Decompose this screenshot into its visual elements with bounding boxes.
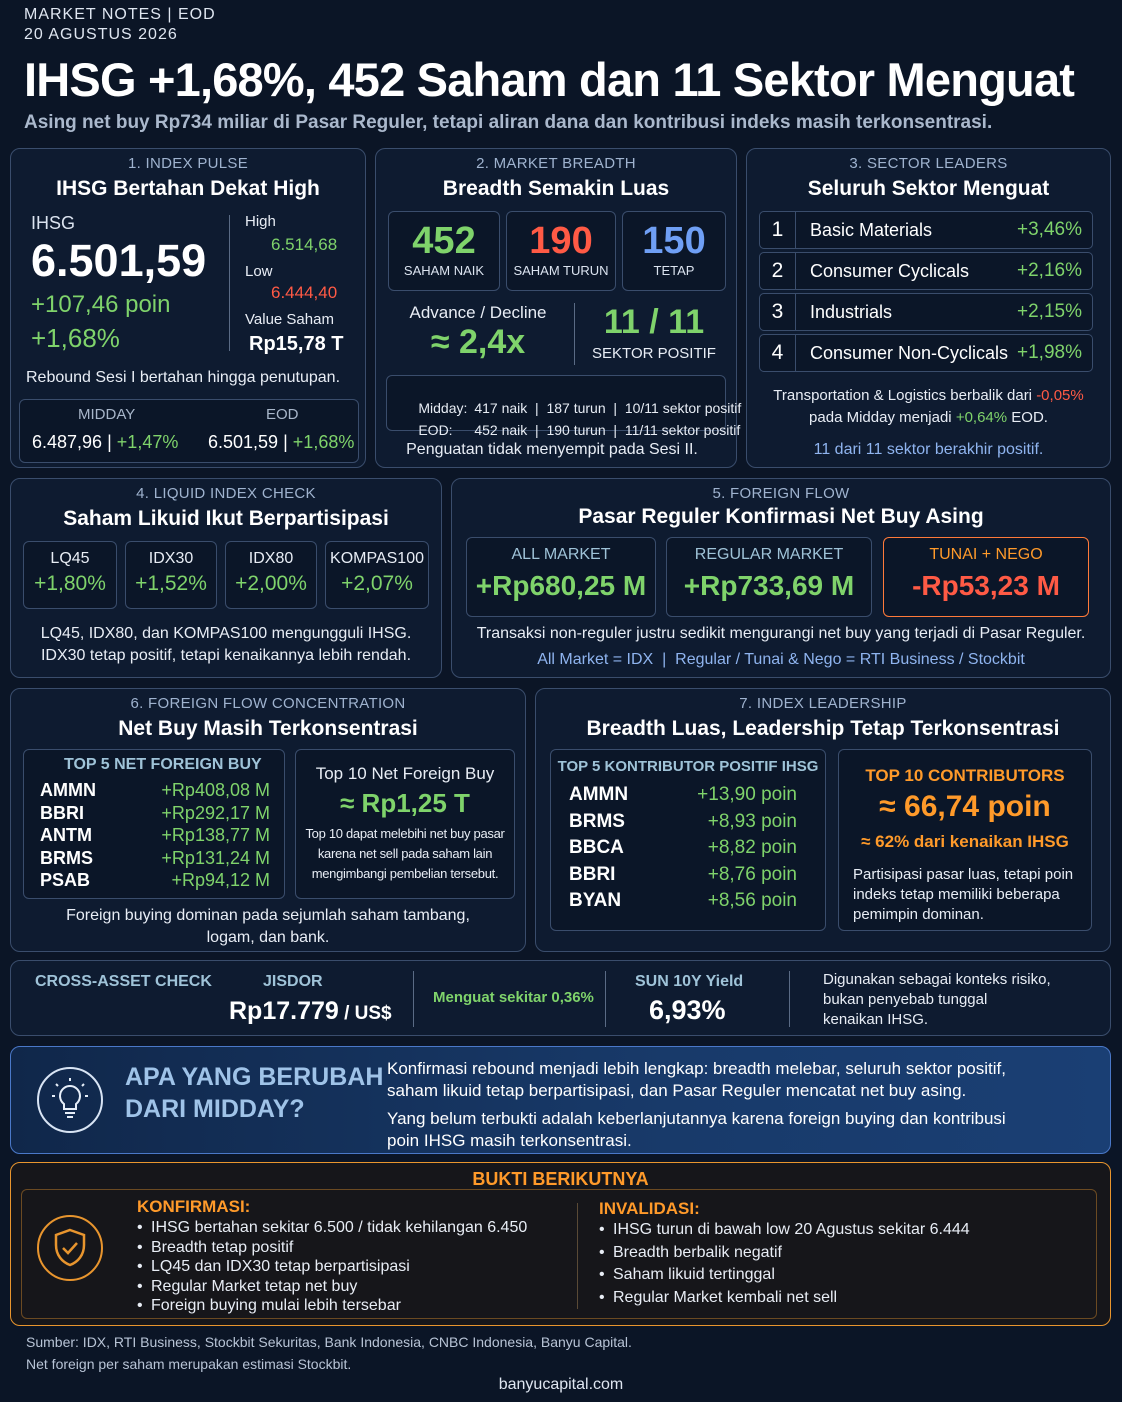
up-count: 452 [412, 220, 476, 262]
separator: | [283, 432, 288, 452]
sector-name: Consumer Cyclicals [810, 261, 970, 281]
what-changed-panel [10, 1046, 1111, 1154]
note-text: pada Midday menjadi [809, 409, 956, 426]
flat-label: TETAP [653, 263, 695, 278]
tunai-nego-box [883, 537, 1089, 617]
flat-box [622, 211, 726, 291]
leadership-note-3: pemimpin dominan. [853, 906, 984, 923]
panel-label: 2. MARKET BREADTH [476, 155, 636, 172]
sector-row [759, 211, 1093, 249]
high-label: High [245, 213, 276, 230]
proof-title: BUKTI BERIKUTNYA [472, 1169, 649, 1189]
liquid-index-name: KOMPAS100 [330, 550, 424, 567]
sector-leaders-panel [746, 148, 1111, 468]
contrib-points: +13,90 poin [697, 784, 797, 805]
divider [229, 215, 230, 351]
panel-title: Seluruh Sektor Menguat [807, 177, 1050, 200]
value-saham-label: Value Saham [245, 311, 334, 328]
sector-change: +2,16% [1017, 260, 1082, 281]
change-title-2: DARI MIDDAY? [125, 1095, 305, 1123]
liquid-index-change: +2,07% [341, 572, 413, 595]
bullet: • [137, 1258, 143, 1275]
confirm-item [137, 1278, 357, 1296]
low-label: Low [245, 263, 273, 280]
index-pulse-panel [10, 148, 366, 468]
confirm-text: Regular Market tetap net buy [151, 1277, 358, 1295]
sector-row [759, 252, 1093, 290]
subheadline: Asing net buy Rp734 miliar di Pasar Reguler, tetapi aliran dana dan kontribusi indeks masih terkonsentrasi. [24, 112, 993, 133]
sector-row [759, 334, 1093, 372]
liquid-index-change: +2,00% [235, 572, 307, 595]
panel-title: Net Buy Masih Terkonsentrasi [118, 717, 418, 740]
confirm-text: Breadth tetap positif [151, 1238, 294, 1256]
up-box [388, 211, 500, 291]
panel-label: 5. FOREIGN FLOW [712, 485, 850, 502]
sector-rank: 4 [760, 335, 796, 371]
contrib-points: +8,76 poin [707, 863, 797, 885]
liquid-index-name: LQ45 [50, 550, 90, 567]
jisdor-unit: / US$ [338, 1003, 392, 1024]
eod-value: 6.501,59 [208, 432, 279, 452]
sector-count: 11 / 11 [603, 303, 705, 341]
change-text-1b: saham likuid tetap berpartisipasi, dan Pasar Reguler mencatat net buy asing. [387, 1081, 967, 1100]
sector-name: Basic Materials [810, 220, 933, 240]
liquid-index-change: +1,80% [34, 572, 106, 595]
liquid-index-panel [10, 478, 442, 678]
sector-rank: 1 [760, 212, 796, 248]
confirm-item [137, 1219, 527, 1237]
change-text-2a: Yang belum terbukti adalah keberlanjutannya karena foreign buying dan kontribusi [387, 1109, 1006, 1128]
foreign-net-buy: +Rp138,77 M [161, 825, 270, 845]
value-saham: Rp15,78 T [249, 333, 344, 355]
down-count: 190 [529, 220, 593, 262]
invalidate-text: Regular Market kembali net sell [613, 1288, 838, 1306]
regular-market-label: REGULAR MARKET [694, 546, 844, 563]
breadth-note: Penguatan tidak menyempit pada Sesi II. [406, 441, 698, 458]
contrib-ticker: BBCA [569, 837, 624, 858]
liquid-index-item [325, 541, 429, 609]
confirm-label: KONFIRMASI: [137, 1197, 251, 1216]
foreign-net-buy: +Rp131,24 M [161, 847, 270, 868]
confirm-text: IHSG bertahan sekitar 6.500 / tidak kehilangan 6.450 [151, 1219, 528, 1236]
midday-label: Midday: [418, 400, 468, 416]
midday-pct: +1,47% [116, 432, 179, 452]
cross-note-3: kenaikan IHSG. [823, 1011, 929, 1028]
midday-value: 6.487,96 [32, 432, 103, 452]
index-leadership-panel [535, 688, 1111, 952]
foreign-ticker: BRMS [40, 847, 93, 868]
invalidate-text: Saham likuid tertinggal [613, 1266, 775, 1283]
sector-label: SEKTOR POSITIF [592, 345, 716, 362]
top5-label: TOP 5 NET FOREIGN BUY [64, 756, 262, 773]
sector-change: +1,98% [1017, 342, 1082, 363]
panel-label: 6. FOREIGN FLOW CONCENTRATION [130, 695, 406, 712]
note-value: -0,05% [1036, 387, 1084, 404]
regular-market-box [666, 537, 872, 617]
footer-note: Net foreign per saham merupakan estimasi Stockbit. [26, 1356, 352, 1372]
invalidate-item [599, 1289, 837, 1307]
index-value: 6.501,59 [31, 235, 207, 286]
foreign-ticker: AMMN [40, 780, 96, 800]
divider [577, 1203, 578, 1309]
contrib-ticker: BRMS [569, 810, 625, 832]
foreign-source: All Market = IDX | Regular / Tunai & Nego = RTI Business / Stockbit [537, 651, 1025, 668]
invalidate-item [599, 1244, 782, 1262]
foreign-note: Transaksi non-reguler justru sedikit mengurangi net buy yang terjadi di Pasar Reguler. [476, 625, 1086, 642]
high-value: 6.514,68 [271, 235, 338, 254]
liquid-index-name: IDX80 [248, 550, 294, 567]
jisdor-note: Menguat sekitar 0,36% [433, 989, 594, 1006]
panel-label: 3. SECTOR LEADERS [849, 155, 1008, 172]
panel-label: 1. INDEX PULSE [127, 155, 249, 172]
top10-note-1: Top 10 dapat melebihi net buy pasar [305, 826, 505, 841]
sector-name: Industrials [810, 302, 893, 322]
top10-contrib-label: TOP 10 CONTRIBUTORS [865, 766, 1065, 785]
midday-text: 417 naik | 187 turun | 10/11 sektor positif [474, 400, 742, 416]
index-pct: +1,68% [31, 323, 120, 353]
sector-row [759, 293, 1093, 331]
sector-note-3: 11 dari 11 sektor berakhir positif. [813, 441, 1044, 458]
up-label: SAHAM NAIK [403, 263, 485, 278]
liquid-index-item [225, 541, 317, 609]
contrib-points: +8,56 poin [707, 890, 797, 911]
contrib-ticker: BYAN [569, 890, 622, 911]
panel-title: Saham Likuid Ikut Berpartisipasi [63, 507, 389, 530]
down-box [506, 211, 616, 291]
all-market-label: ALL MARKET [511, 546, 611, 563]
liquid-index-change: +1,52% [135, 572, 207, 595]
jisdor-value: Rp17.779 [229, 997, 339, 1025]
invalidate-text: Breadth berbalik negatif [613, 1243, 782, 1261]
sun-value: 6,93% [649, 995, 726, 1025]
down-label: SAHAM TURUN [513, 263, 609, 278]
top10-note-3: mengimbangi pembelian tersebut. [311, 866, 499, 881]
bullet: • [137, 1219, 143, 1236]
separator: | [107, 432, 112, 452]
ad-label: Advance / Decline [409, 303, 547, 322]
confirm-item [137, 1258, 410, 1276]
top5-foreign-box [23, 749, 285, 899]
regular-market-value: +Rp733,69 M [683, 570, 855, 601]
foreign-net-buy: +Rp408,08 M [161, 780, 270, 800]
sector-note-2 [747, 409, 1110, 426]
panel-title: Pasar Reguler Konfirmasi Net Buy Asing [578, 505, 984, 528]
liquid-index-item [23, 541, 117, 609]
bullet: • [137, 1277, 143, 1295]
foreign-ticker: ANTM [40, 825, 92, 845]
tunai-nego-label: TUNAI + NEGO [929, 546, 1043, 563]
foreign-flow-panel [451, 478, 1111, 678]
eod-pct: +1,68% [292, 432, 355, 452]
foreign-net-buy: +Rp94,12 M [171, 870, 270, 890]
top10-foreign-box [295, 749, 515, 899]
kicker: MARKET NOTES | EOD [24, 6, 216, 23]
top10-label: Top 10 Net Foreign Buy [315, 764, 495, 783]
invalidate-item [599, 1221, 970, 1239]
liquid-index-name: IDX30 [148, 550, 194, 567]
change-title-1: APA YANG BERUBAH [125, 1063, 384, 1091]
change-text-2b: poin IHSG masih terkonsentrasi. [387, 1131, 632, 1150]
eod-row [208, 432, 354, 453]
index-points: +107,46 poin [31, 291, 171, 318]
all-market-value: +Rp680,25 M [475, 570, 647, 601]
change-text-1a: Konfirmasi rebound menjadi lebih lengkap: breadth melebar, seluruh sektor positif, [387, 1059, 1006, 1078]
bullet: • [599, 1288, 605, 1306]
jisdor-row [229, 997, 392, 1026]
concentration-note-1: Foreign buying dominan pada sejumlah saham tambang, [66, 907, 470, 924]
cross-note-1: Digunakan sebagai konteks risiko, [823, 971, 1051, 988]
jisdor-label: JISDOR [263, 973, 323, 990]
contrib-ticker: BBRI [569, 863, 616, 885]
liquid-note-1: LQ45, IDX80, dan KOMPAS100 mengungguli IHSG. [40, 625, 412, 642]
confirm-item [137, 1239, 293, 1257]
liquid-index-item [125, 541, 217, 609]
midday-eod-box [19, 399, 359, 463]
footer-site[interactable]: banyucapital.com [498, 1376, 624, 1393]
shield-check-icon [37, 1215, 103, 1281]
bullet: • [137, 1238, 143, 1256]
foreign-ticker: BBRI [40, 802, 84, 823]
concentration-note-2: logam, dan bank. [206, 929, 330, 946]
low-value: 6.444,40 [271, 283, 338, 302]
flat-count: 150 [642, 220, 706, 262]
header [24, 6, 1104, 136]
top10-contrib-pct: ≈ 62% dari kenaikan IHSG [861, 832, 1069, 851]
confirm-text: LQ45 dan IDX30 tetap berpartisipasi [151, 1258, 410, 1275]
cross-note-2: bukan penyebab tunggal [823, 991, 988, 1008]
all-market-box [466, 537, 656, 617]
top10-contrib-value: ≈ 66,74 poin [879, 790, 1051, 823]
lightbulb-icon [37, 1067, 103, 1133]
eod-label: EOD: [418, 422, 453, 438]
footer-source: Sumber: IDX, RTI Business, Stockbit Sekuritas, Bank Indonesia, CNBC Indonesia, Banyu Capital. [26, 1334, 632, 1350]
panel-label: 7. INDEX LEADERSHIP [739, 695, 907, 712]
top10-contrib-box [838, 749, 1092, 931]
sun-label: SUN 10Y Yield [635, 973, 744, 990]
headline: IHSG +1,68%, 452 Saham dan 11 Sektor Menguat [24, 53, 1075, 106]
note-text: EOD. [1007, 409, 1048, 426]
confirm-item [137, 1297, 401, 1315]
sector-note-1 [747, 387, 1110, 404]
index-name: IHSG [31, 213, 76, 233]
market-breadth-panel [375, 148, 742, 468]
ad-ratio: ≈ 2,4x [430, 323, 526, 361]
panel-title: Breadth Semakin Luas [442, 177, 670, 200]
eod-text: 452 naik | 190 turun | 11/11 sektor positif [474, 422, 741, 438]
divider [605, 971, 606, 1027]
flow-concentration-panel [10, 688, 526, 952]
eod-label: EOD [266, 406, 299, 423]
bullet: • [599, 1221, 605, 1238]
top10-note-2: karena net sell pada saham lain [317, 846, 493, 861]
sector-rank: 3 [760, 294, 796, 330]
midday-row [32, 432, 178, 453]
divider [413, 971, 414, 1027]
divider [574, 303, 575, 365]
panel-label: 4. LIQUID INDEX CHECK [136, 485, 316, 502]
contrib-points: +8,82 poin [707, 837, 797, 858]
cross-label: CROSS-ASSET CHECK [35, 973, 212, 990]
leadership-note-1: Partisipasi pasar luas, tetapi poin [853, 866, 1074, 883]
pulse-note: Rebound Sesi I bertahan hingga penutupan. [25, 369, 341, 386]
bullet: • [599, 1266, 605, 1283]
invalidate-item [599, 1266, 775, 1284]
panel-title: Breadth Luas, Leadership Tetap Terkonsentrasi [586, 717, 1060, 740]
sector-rank: 2 [760, 253, 796, 289]
top5-contrib-label: TOP 5 KONTRIBUTOR POSITIF IHSG [557, 758, 819, 775]
cross-asset-panel [10, 960, 1111, 1036]
foreign-net-buy: +Rp292,17 M [161, 802, 270, 823]
liquid-note-2: IDX30 tetap positif, tetapi kenaikannya lebih rendah. [40, 647, 412, 664]
top5-contrib-box [550, 749, 826, 931]
contrib-ticker: AMMN [569, 784, 629, 805]
note-value: +0,64% [955, 409, 1008, 426]
midday-eod-breadth [386, 375, 742, 438]
sector-change: +3,46% [1017, 219, 1082, 240]
contrib-points: +8,93 poin [707, 810, 797, 832]
leadership-note-2: indeks tetap memiliki beberapa [853, 886, 1060, 903]
foreign-ticker: PSAB [40, 870, 91, 890]
panel-title: IHSG Bertahan Dekat High [56, 177, 320, 200]
midday-label: MIDDAY [78, 406, 136, 423]
top10-value: ≈ Rp1,25 T [340, 788, 470, 818]
bullet: • [599, 1243, 605, 1261]
divider [789, 971, 790, 1027]
sector-change: +2,15% [1017, 301, 1082, 322]
invalidate-text: IHSG turun di bawah low 20 Agustus sekitar 6.444 [613, 1221, 970, 1238]
tunai-nego-value: -Rp53,23 M [912, 570, 1060, 601]
date: 20 AGUSTUS 2026 [24, 26, 178, 43]
sector-name: Consumer Non-Cyclicals [810, 343, 1009, 363]
note-text: Transportation & Logistics berbalik dari [773, 387, 1037, 404]
bullet: • [137, 1297, 143, 1314]
confirm-text: Foreign buying mulai lebih tersebar [151, 1297, 401, 1314]
invalidate-label: INVALIDASI: [599, 1199, 700, 1218]
next-proof-panel [10, 1162, 1111, 1326]
